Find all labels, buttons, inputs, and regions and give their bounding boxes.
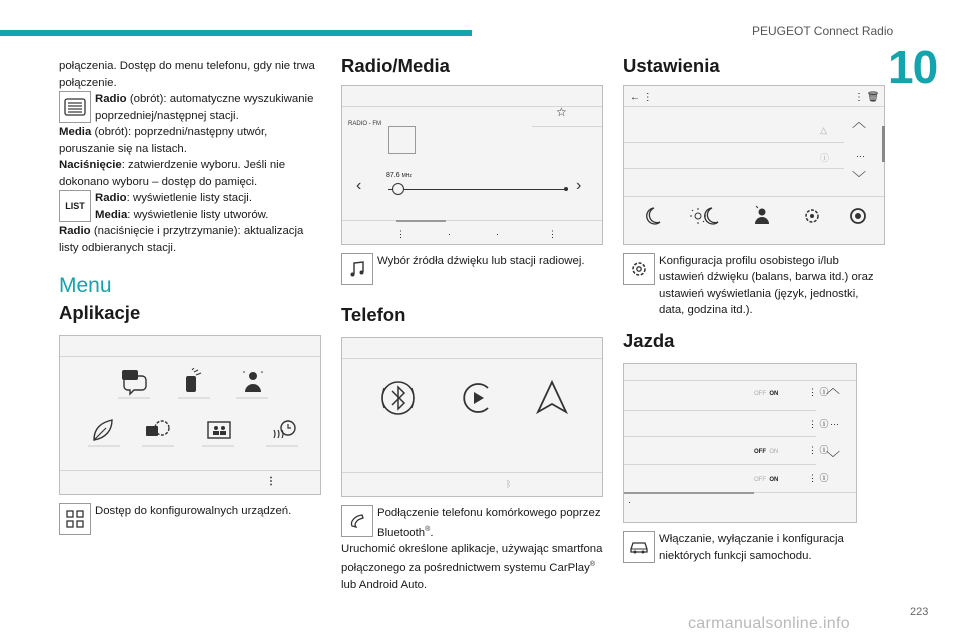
more-dots-icon: ···	[856, 150, 865, 161]
radio-rotate-text: Radio (obrót): automatyczne wyszukiwanie poprzedniej/następnej stacji.	[95, 93, 314, 122]
radio-hold-text: Radio (naciśnięcie i przytrzymanie): aktualizacja listy odbieranych stacji.	[59, 225, 304, 254]
header-accent-bar	[0, 30, 472, 36]
radio-band-label: RADIO - FM	[348, 120, 381, 127]
warning-icon: △	[820, 124, 827, 135]
slider-end-dot	[564, 187, 568, 191]
contacts-card-icon	[208, 422, 230, 438]
phone-handset-icon	[341, 505, 373, 537]
apps-row-1-icons	[116, 368, 296, 402]
source-bar	[396, 220, 446, 222]
band-dot-1: ·	[448, 228, 451, 239]
settings-bottom-icons	[642, 204, 872, 228]
next-chevron-icon[interactable]: ›	[576, 176, 582, 194]
messages-icon	[122, 370, 146, 394]
frequency-slider-thumb[interactable]	[392, 183, 404, 195]
apps-row-2-icons	[86, 416, 306, 450]
carplay-icon	[464, 384, 488, 412]
list-button-icon: LIST	[59, 190, 91, 222]
frequency-slider[interactable]	[388, 189, 568, 190]
radio-caption-row	[341, 253, 603, 285]
bluetooth-status-icon: ᛒ	[506, 479, 512, 489]
media-rotate-text: Media (obrót): poprzedni/następny utwór, poruszanie się na listach.	[59, 126, 268, 155]
scroll-up-icon[interactable]: ︿	[852, 113, 866, 130]
drive-toggle-1[interactable]: OFF ON	[754, 391, 779, 397]
radio-caption: Wybór źródła dźwięku lub stacji radiowej.	[377, 254, 585, 267]
column-left	[59, 58, 321, 535]
header-title: PEUGEOT Connect Radio	[752, 24, 894, 38]
watermark: carmanualsonline.info	[688, 615, 850, 632]
radio-media-heading: Radio/Media	[341, 55, 450, 76]
settings-screen	[623, 85, 885, 245]
previous-chevron-icon[interactable]: ‹	[356, 176, 362, 194]
driver-icon	[243, 371, 263, 392]
favorite-star-icon[interactable]: ☆	[556, 104, 567, 119]
phone-connect-icons	[378, 378, 574, 418]
back-arrow-icon[interactable]: ← ⋮	[630, 91, 653, 103]
list-lines-icon	[64, 98, 86, 116]
scroll-down-icon[interactable]: ﹀	[852, 169, 866, 186]
frequency-value: 87.6 MHz	[386, 171, 412, 179]
sound-settings-icon	[851, 209, 865, 223]
phone-caption-1: Podłączenie telefonu komórkowego poprzez Bluetooth®.	[377, 507, 601, 539]
station-logo-placeholder	[388, 126, 416, 154]
radio-more-icon[interactable]: ⋮	[548, 228, 557, 239]
radio-screen	[341, 85, 603, 245]
settings-caption: Konfiguracja profilu osobistego i/lub ustawień dźwięku (balans, barwa itd.) oraz ustawień wyświetlania (język, jednostki, data, godzina itd.).	[659, 254, 874, 316]
source-menu-icon[interactable]: ⋮	[396, 228, 405, 239]
apps-caption-row	[59, 503, 321, 535]
info-icon: ⓘ	[820, 152, 830, 163]
drive-row-2-icons[interactable]: ⋮ ⓘ	[808, 419, 829, 429]
drive-toggle-3[interactable]: OFF ON	[754, 477, 779, 483]
android-auto-icon	[538, 382, 566, 412]
chapter-number: 10	[888, 41, 938, 93]
menu-heading: Menu	[59, 274, 112, 297]
settings-caption-row	[623, 253, 885, 319]
music-note-icon	[341, 253, 373, 285]
settings-gear-icon	[623, 253, 655, 285]
drive-more-icon: ···	[830, 419, 839, 429]
column-middle	[341, 55, 603, 593]
apps-screen	[59, 335, 321, 495]
scrollbar[interactable]	[882, 126, 885, 162]
car-icon	[623, 531, 655, 563]
drive-row-1-icons[interactable]: ⋮ ⓘ	[808, 387, 829, 397]
drive-heading: Jazda	[623, 329, 675, 351]
gear-icon	[806, 210, 818, 222]
press-text: Naciśnięcie: zatwierdzenie wyboru. Jeśli nie dokonano wyboru – dostęp do pamięci.	[59, 159, 286, 188]
drive-scroll-down-icon[interactable]: ﹀	[826, 450, 840, 466]
drive-row-3-icons[interactable]: ⋮ ⓘ	[808, 445, 829, 455]
phone-screen	[341, 337, 603, 497]
phone-caption-2: Uruchomić określone aplikacje, używając smartfona połączonego za pośrednictwem systemu CarPlay® lub Android Auto.	[341, 542, 603, 591]
drive-caption: Włączanie, wyłączanie i konfiguracja niektórych funkcji samochodu.	[659, 533, 844, 562]
page-number: 223	[910, 606, 929, 618]
list-icon-box	[59, 91, 91, 123]
phone-heading: Telefon	[341, 303, 406, 325]
battery-settings-icon	[146, 421, 169, 436]
drive-screen	[623, 363, 857, 523]
apps-heading: Aplikacje	[59, 301, 141, 323]
heating-timer-icon	[274, 421, 295, 438]
brightness-icon	[690, 208, 718, 224]
intro-text: połączenia. Dostęp do menu telefonu, gdy nie trwa połączenie.	[59, 60, 315, 89]
sensor-icon	[186, 368, 201, 392]
drive-caption-row	[623, 531, 885, 564]
apps-caption: Dostęp do konfigurowalnych urządzeń.	[95, 505, 292, 517]
more-options-icon[interactable]: ⋮	[266, 476, 276, 487]
drive-tab-dot: ·	[628, 497, 631, 507]
column-right	[623, 55, 885, 564]
drive-scroll-up-icon[interactable]: ︿	[826, 380, 840, 396]
phone-caption-row	[341, 505, 603, 541]
settings-menu-icon[interactable]: ⋮ 🗑	[854, 91, 880, 103]
list-item: LIST Radio: wyświetlenie listy stacji. Media: wyświetlenie listy utworów.	[59, 190, 321, 223]
night-mode-icon	[647, 208, 660, 224]
drive-toggle-2[interactable]: OFF ON	[754, 449, 779, 455]
settings-heading: Ustawienia	[623, 55, 720, 76]
radio-item	[59, 91, 321, 124]
profile-icon	[755, 206, 769, 224]
apps-grid-icon	[59, 503, 91, 535]
bluetooth-icon	[382, 382, 414, 414]
band-dot-2: ·	[496, 228, 499, 239]
drive-row-4-icons[interactable]: ⋮ ⓘ	[808, 473, 829, 483]
eco-leaf-icon	[94, 420, 112, 440]
drive-tab-bar	[624, 492, 754, 494]
